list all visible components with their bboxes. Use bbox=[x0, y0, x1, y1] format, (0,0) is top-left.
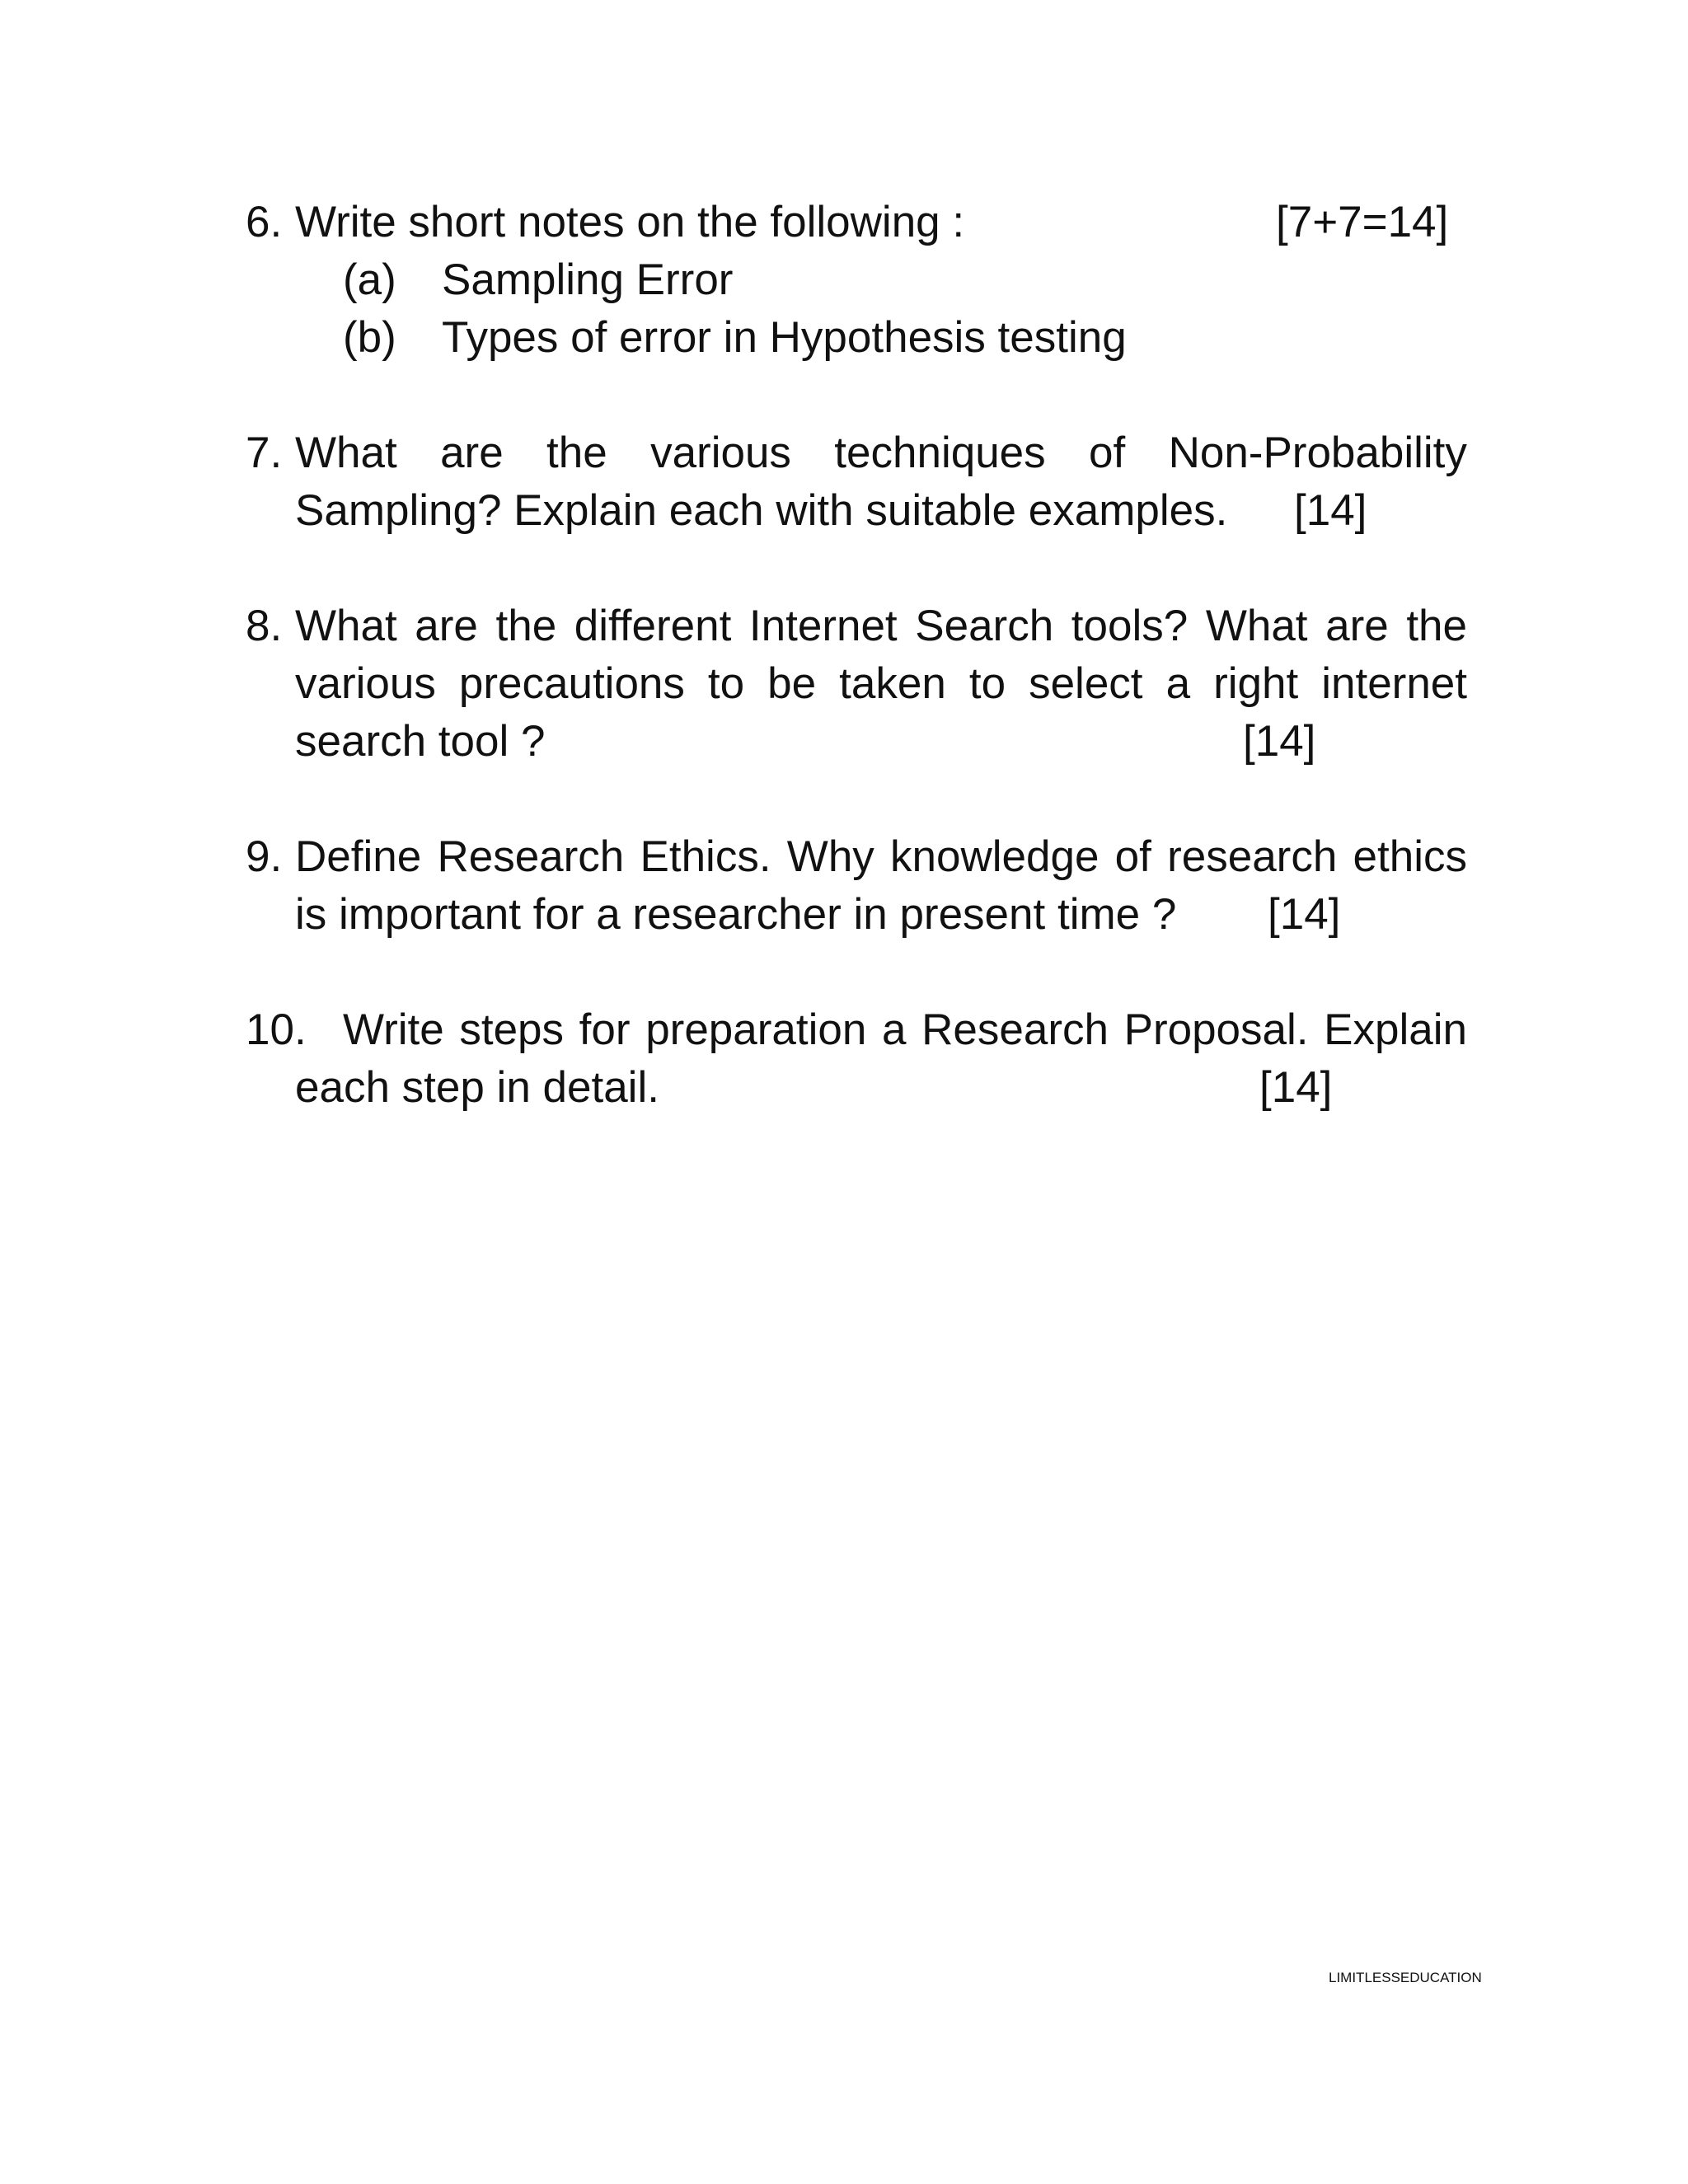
question-text-line bbox=[295, 424, 1467, 482]
question-text-line: Write steps for preparation a Research Proposal. Explain bbox=[343, 1005, 1467, 1054]
word: various bbox=[650, 429, 791, 477]
question-marks: [7+7=14] bbox=[1276, 198, 1449, 246]
question-text-line: search tool ? bbox=[295, 717, 546, 766]
question-text-line: Sampling? Explain each with suitable examples. bbox=[295, 486, 1228, 535]
part-label: (a) bbox=[343, 255, 396, 304]
part-label: (b) bbox=[343, 313, 396, 362]
footer-watermark: LIMITLESSEDUCATION bbox=[1329, 1970, 1482, 1985]
question-marks: [14] bbox=[1294, 486, 1367, 535]
word: Non-Probability bbox=[1168, 429, 1467, 477]
question-text-line: each step in detail. bbox=[295, 1063, 659, 1112]
question-text: Write short notes on the following : bbox=[295, 198, 965, 246]
word: techniques bbox=[834, 429, 1046, 477]
question-number: 10. bbox=[246, 1005, 307, 1054]
word: are bbox=[440, 429, 504, 477]
word: What bbox=[295, 429, 397, 477]
question-number: 8. bbox=[246, 602, 283, 650]
question-text-line: Define Research Ethics. Why knowledge of research ethics bbox=[295, 832, 1467, 881]
word: the bbox=[546, 429, 607, 477]
question-text-line: is important for a researcher in present time ? bbox=[295, 890, 1177, 939]
question-marks: [14] bbox=[1268, 890, 1341, 939]
part-text: Sampling Error bbox=[442, 255, 734, 304]
question-number: 9. bbox=[246, 832, 283, 881]
question-number: 6. bbox=[246, 198, 283, 246]
part-text: Types of error in Hypothesis testing bbox=[442, 313, 1127, 362]
question-text-line: What are the different Internet Search tools? What are the bbox=[295, 602, 1467, 650]
question-marks: [14] bbox=[1243, 717, 1316, 766]
question-marks: [14] bbox=[1259, 1063, 1333, 1112]
question-text-line: various precautions to be taken to select a right internet bbox=[295, 659, 1467, 708]
word: of bbox=[1089, 429, 1126, 477]
question-number: 7. bbox=[246, 429, 283, 477]
